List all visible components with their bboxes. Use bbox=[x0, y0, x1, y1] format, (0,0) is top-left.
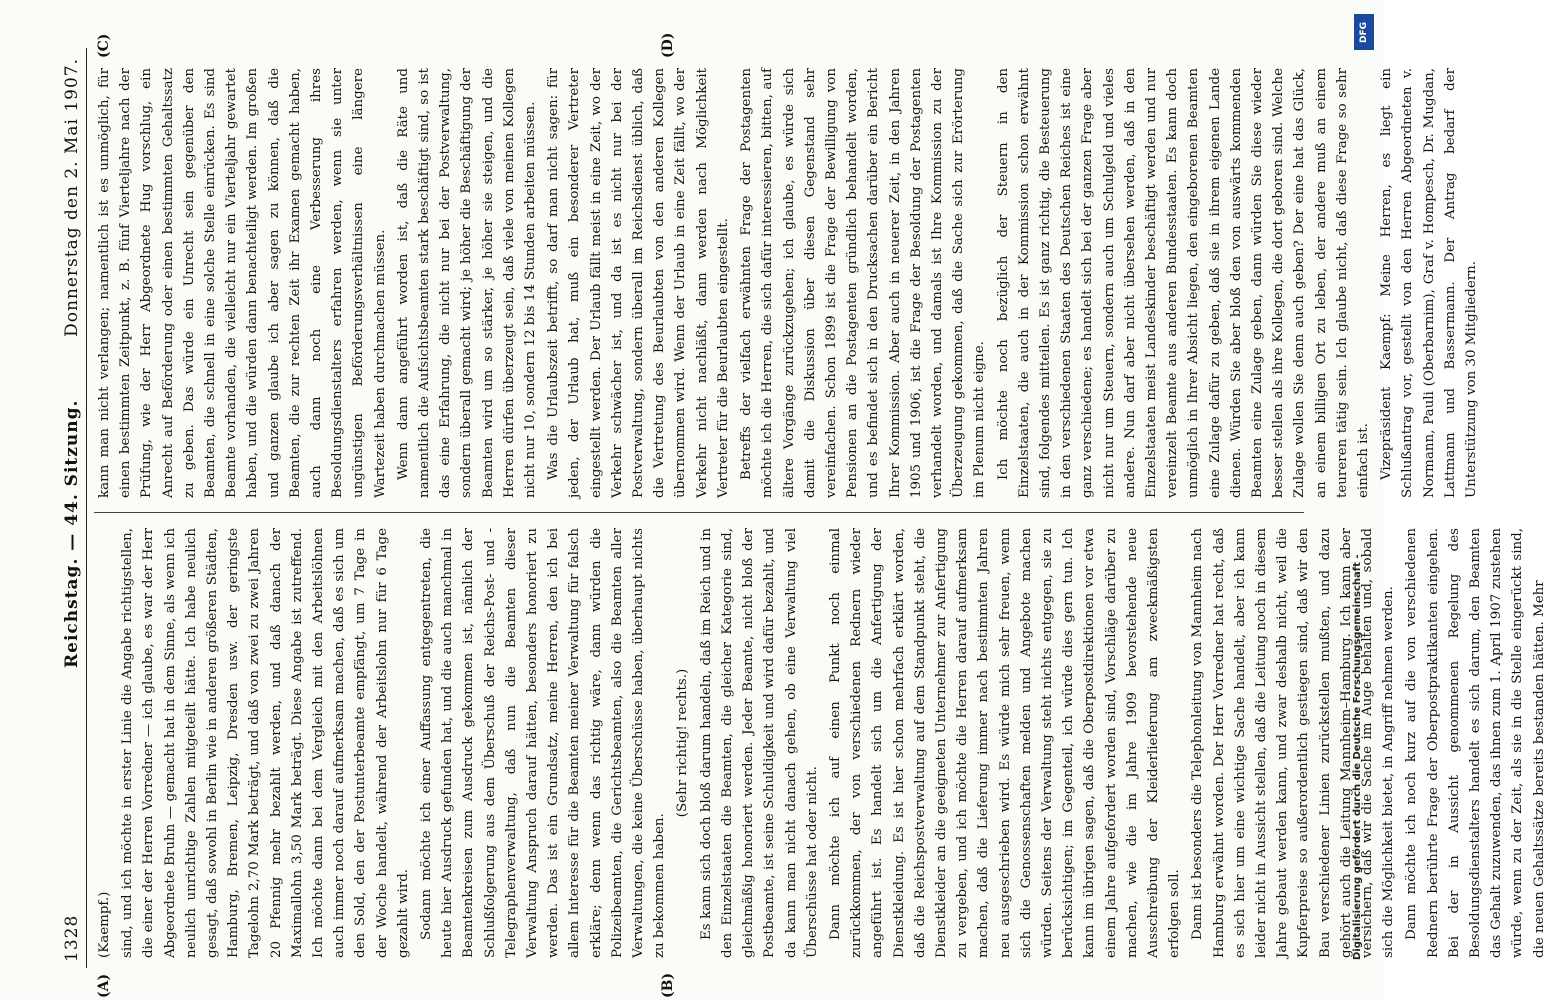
paragraph: Dann möchte ich auf einen Punkt noch einmal zurückkommen, der von verschiedenen Rednern wieder angeführt ist. Es handelt sich um die Anfertigung der Dienstkleidung. Es ist hier schon mehrfach erklärt worden, daß die Reichspostverwaltung auf dem Standpunkt steht, die Dienstkleider an die geeigneten Unternehmer zur Anfertigung zu vergeben, und ich möchte die Herren darauf aufmerksam machen, daß die Lieferung immer nach bestimmten Jahren neu ausgeschrieben wird. Es würde mich sehr freuen, wenn sich die Genossenschaften melden und Angebote machen würden. Seitens der Verwaltung steht nichts entgegen, sie zu berücksichtigen; im Gegenteil, ich würde dies gern tun. Ich kann im übrigen sagen, daß die Oberpostdirektionen vor etwa einem Jahre aufgefordert worden sind, Vorschläge darüber zu machen, wie die im Jahre 1909 bevorstehende neue Ausschreibung der Kleiderlieferung am zweckmäßigsten erfolgen soll. bbox=[827, 528, 1183, 958]
dfg-logo: DFG bbox=[1354, 14, 1374, 50]
paragraph: Dann möchte ich noch kurz auf die von verschiedenen Rednern berührte Frage der Oberpostpraktikanten eingehen. Bei der in Aussicht genommenen Regelung des Besoldungsdienstalters handelt es sich darum, den Beamten das Gehalt zuzuwenden, das ihnen zum 1. April 1907 zustehen würde, wenn zu der Zeit, als sie in die Stelle eingerückt sind, die neuen Gehaltssätze bereits bestanden hätten. Mehr bbox=[1404, 528, 1547, 958]
margin-marker-b: (B) bbox=[660, 972, 676, 998]
paragraph: Betreffs der vielfach erwähnten Frage der Postagenten möchte ich die Herren, die sich dafür interessieren, bitten, auf ältere Vorgänge zurückzugehen; ich glaube, es würde sich damit die Diskussion über diesen Gegenstand sehr vereinfachen. Schon 1899 ist die Frage der Bewilligung von Pensionen an die Postagenten gründlich behandelt worden, und es befindet sich in den Drucksachen darüber ein Bericht Ihrer Kommission. Aber auch in neuerer Zeit, in den Jahren 1905 und 1906, ist die Frage der Besoldung der Postagenten verhandelt worden, und damals ist Ihre Kommission zu der Überzeugung gekommen, daß die Sache sich zur Erörterung im Plenum nicht eigne. bbox=[739, 68, 988, 498]
paragraph: Ich möchte noch bezüglich der Steuern in den Einzelstaaten, die auch in der Kommission schon erwähnt sind, folgendes mitteilen. Es ist ganz richtig, die Besteuerung in den verschiedenen Staaten des Deutschen Reiches ist eine ganz verschiedene; es handelt sich bei der ganzen Frage aber nicht nur um Steuern, sondern auch um Schulgeld und vieles andere. Nun darf aber nicht übersehen werden, daß in den Einzelstaaten meist Landeskinder beschäftigt werden und nur vereinzelt Beamte aus anderen Bundesstaaten. Es kann doch unmöglich in Ihrer Absicht liegen, den eingeborenen Beamten eine Zulage dafür zu geben, daß sie in ihrem eigenen Lande dienen. Würden Sie aber bloß den von auswärts kommenden Beamten eine Zulage geben, dann würden Sie diese wieder besser stellen als ihre Kollegen, die dort geboren sind. Welche Zulage wollen Sie denn auch geben? Der eine hat das Glück, an einem billigen Ort zu leben, der andere muß an einem teureren tätig sein. Ich glaube nicht, daß diese Frage so sehr einfach ist. bbox=[995, 68, 1371, 498]
column-divider bbox=[94, 512, 1304, 513]
margin-marker-c: (C) bbox=[96, 33, 112, 58]
paragraph: sind, und ich möchte in erster Linie die Angabe richtigstellen, die einer der Herren Vorredner — ich glaube, es war der Herr Abgeordnete Bruhn — gemacht hat in dem Sinne, als wenn ich neulich unrichtige Zahlen mitgeteilt hätte. Ich habe neulich gesagt, daß sowohl in Berlin wie in anderen größeren Städten, Hamburg, Bremen, Leipzig, Dresden usw. der geringste Tagelohn 2,70 Mark beträgt, und daß von zwei zu zwei Jahren 20 Pfennig mehr bezahlt werden, und daß danach der Maximallohn 3,50 Mark beträgt. Diese Angabe ist zutreffend. Ich möchte dann bei dem Vergleich mit den Arbeitslöhnen auch immer noch darauf aufmerksam machen, daß es sich um den Sold, den der Postunterbeamte empfängt, um 7 Tage in der Woche handelt, während der Arbeitslohn nur für 6 Tage gezahlt wird. bbox=[120, 528, 411, 958]
margin-marker-a: (A) bbox=[96, 973, 112, 998]
right-column bbox=[94, 68, 1479, 498]
digitization-credit: Digitalisierung gefördert durch die Deutsche Forschungsgemeinschaft - bbox=[1352, 554, 1363, 960]
paragraph: Vizepräsident Kaempf: Meine Herren, es liegt ein Schlußantrag vor, gestellt von den Herren Abgeordneten v. Normann, Pauli (Oberbarnim), Graf v. Hompesch, Dr. Mugdan, Lattmann und Bassermann. Der Antrag bedarf der Unterstützung von 30 Mitgliedern. bbox=[1379, 68, 1479, 498]
paragraph: Sodann möchte ich einer Auffassung entgegentreten, die heute hier Ausdruck gefunden hat, und die auch manchmal in Beamtenkreisen zum Ausdruck gekommen ist, nämlich der Schlußfolgerung aus dem Überschuß der Reichs-Post- und -Telegraphenverwaltung, daß nun die Beamten dieser Verwaltung Anspruch darauf hätten, besonders honoriert zu werden. Das ist ein Grundsatz, meine Herren, den ich bei allem Interesse für die Beamten meiner Verwaltung für falsch erkläre; denn wenn das richtig wäre, dann würden die Polizeibeamten, die Gerichtsbeamten, also die Beamten aller Verwaltungen, die keine Überschüsse haben, überhaupt nichts zu bekommen haben. bbox=[419, 528, 668, 958]
page-number: 1328 bbox=[62, 914, 82, 962]
paragraph: Wenn dann angeführt worden ist, daß die Räte und namentlich die Aufsichtsbeamten stark beschäftigt sind, so ist das eine Erfahrung, die nicht nur bei der Postverwaltung, sondern überall gemacht wird; je höher die Beschäftigung der Beamten wird um so stärker, je höher sie steigen, und die Herren dürfen überzeugt sein, daß viele von meinen Kollegen nicht nur 10, sondern 12 bis 14 Stunden arbeiten müssen. bbox=[395, 68, 539, 498]
paragraph: Es kann sich doch bloß darum handeln, daß im Reich und in den Einzelstaaten die Beamten, die gleicher Kategorie sind, gleichmäßig honoriert werden. Jeder Beamte, nicht bloß der Postbeamte, ist seine Schuldigkeit und wird dafür bezahlt, und da kann man nicht danach gehen, ob eine Verwaltung viel Überschüsse hat oder nicht. bbox=[698, 528, 820, 958]
page-title: Reichstag. — 44. Sitzung. bbox=[62, 399, 82, 668]
page-header bbox=[60, 48, 87, 968]
paragraph: Dann ist besonders die Telephonleitung von Mannheim nach Hamburg erwähnt worden. Der Herr Vorredner hat recht, daß es sich hier um eine wichtige Sache handelt, aber ich kann leider nicht in Aussicht stellen, daß die Leitung noch in diesem Jahre gebaut werden kann, und zwar deshalb nicht, weil die Kupferpreise so außerordentlich gestiegen sind, daß wir den Bau verschiedener Linien zurückstellen mußten, und dazu gehört auch die Leitung Mannheim–Hamburg. Ich kann aber versichern, daß wir die Sache im Auge behalten und, sobald sich die Möglichkeit bietet, in Angriff nehmen werden. bbox=[1190, 528, 1397, 958]
interjection: (Sehr richtig! rechts.) bbox=[675, 668, 691, 818]
digitization-credit-bar bbox=[1348, 10, 1382, 990]
margin-marker-d: (D) bbox=[660, 32, 676, 58]
paragraph: kann man nicht verlangen; namentlich ist es unmöglich, für einen bestimmten Zeitpunkt, z. B. fünf Vierteljahre nach der Prüfung, wie der Herr Abgeordnete Hug vorschlug, ein Anrecht auf Beförderung oder einen bestimmten Gehaltssatz zu geben. Das würde ein Unrecht sein gegenüber den Beamten, die schnell in eine solche Stelle einrücken. Es sind Beamte vorhanden, die vielleicht nur ein Vierteljahr gewartet haben, und die würden dann benachteiligt werden. Im großen und ganzen glaube ich aber sagen zu können, daß die Beamten, die zur rechten Zeit ihr Examen gemacht haben, auch dann noch eine Verbesserung ihres Besoldungsdienstalters erfahren werden, wenn sie unter ungünstigen Beförderungsverhältnissen eine längere Wartezeit haben durchmachen müssen. bbox=[97, 68, 388, 498]
paragraph: Was die Urlaubszeit betrifft, so darf man nicht sagen: für jeden, der Urlaub hat, muß ein besonderer Vertreter eingestellt werden. Der Urlaub fällt meist in eine Zeit, wo der Verkehr schwächer ist, und da ist es nicht nur bei der Postverwaltung, sondern überall im Reichsdienst üblich, daß die Vertretung des Beurlaubten von den anderen Kollegen übernommen wird. Wenn der Urlaub in eine Zeit fällt, wo der Verkehr nicht nachläßt, dann werden nach Möglichkeit Vertreter für die Beurlaubten eingestellt. bbox=[546, 68, 731, 498]
speaker-reference: (Kaempf.) bbox=[97, 891, 112, 958]
session-date: Donnerstag den 2. Mai 1907. bbox=[62, 58, 82, 337]
